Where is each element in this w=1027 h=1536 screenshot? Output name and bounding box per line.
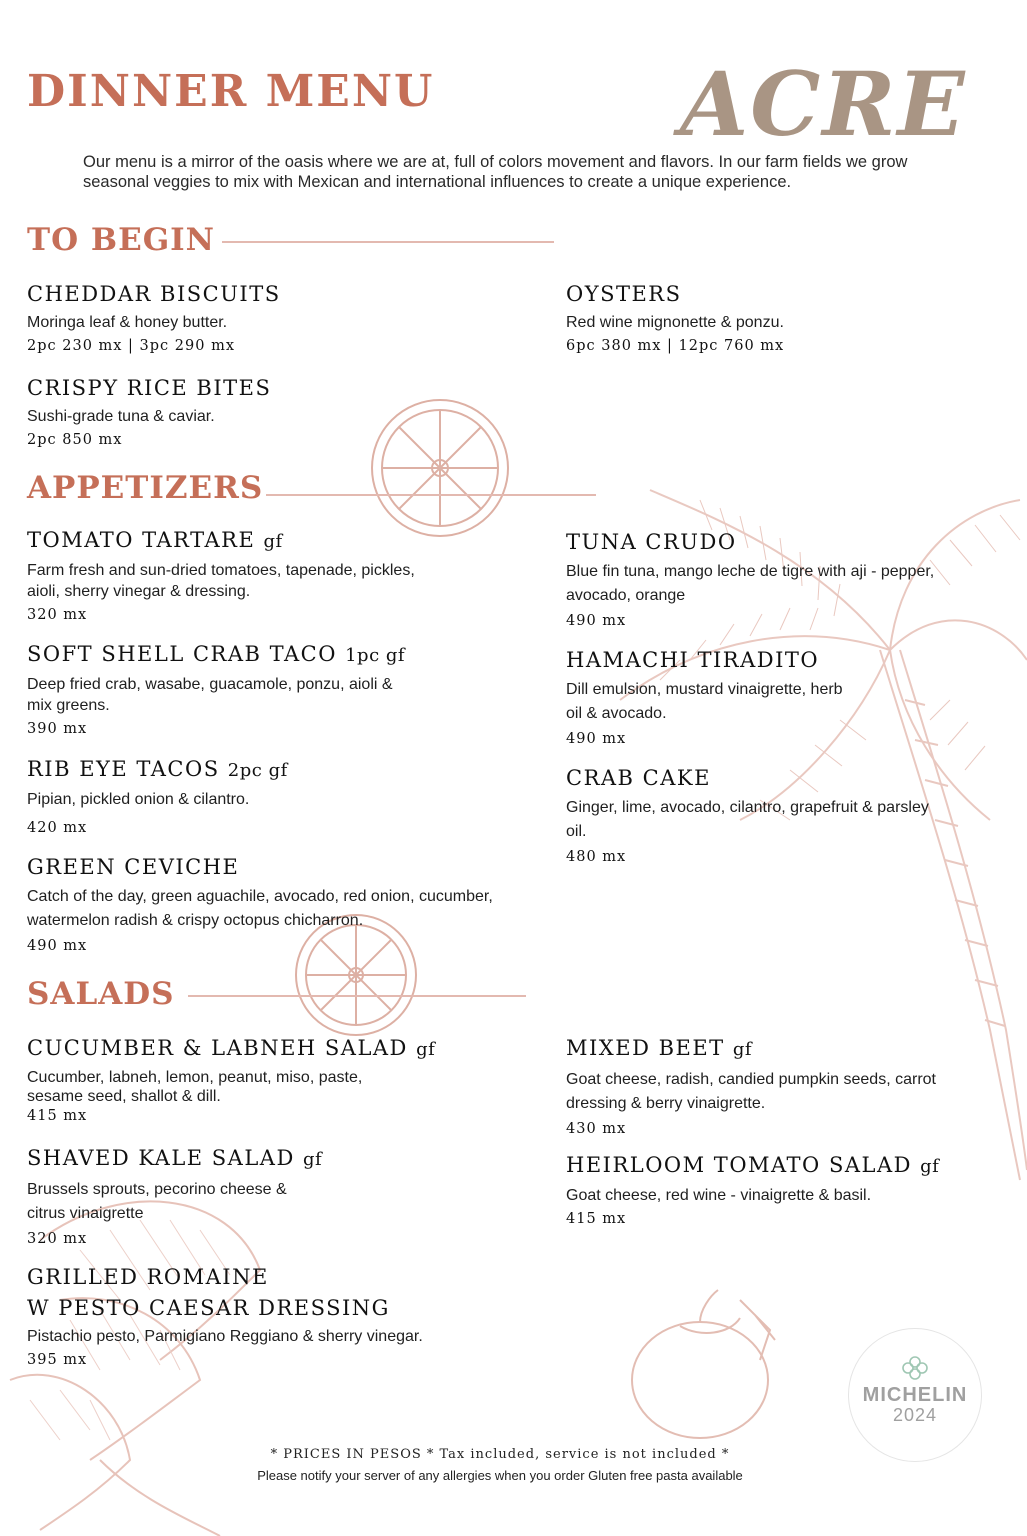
- item-description: Pistachio pesto, Parmigiano Reggiano & sherry vinegar.: [27, 1328, 423, 1345]
- section-title-appetizers: APPETIZERS: [27, 470, 264, 506]
- menu-item: [27, 376, 507, 448]
- menu-item: [566, 530, 946, 629]
- menu-item: [27, 757, 517, 836]
- michelin-year: 2024: [892, 1405, 938, 1425]
- item-price: 490 mx: [566, 613, 627, 629]
- section-divider: [188, 995, 526, 997]
- item-price: 490 mx: [27, 938, 88, 954]
- acre-logo: ACRE: [680, 52, 967, 156]
- item-price: 430 mx: [566, 1121, 627, 1137]
- item-description: Red wine mignonette & ponzu.: [566, 314, 784, 331]
- section-title-salads: SALADS: [27, 976, 175, 1012]
- item-description: Goat cheese, red wine - vinaigrette & basil.: [566, 1187, 872, 1204]
- page-title: DINNER MENU: [27, 66, 435, 117]
- footer-allergy-note: Please notify your server of any allergies when you order Gluten free pasta available: [257, 1468, 743, 1483]
- item-name: CHEDDAR BISCUITS: [27, 282, 281, 306]
- item-name: RIB EYE TACOS 2pc gf: [27, 757, 288, 781]
- item-price: 320 mx: [27, 1231, 88, 1247]
- item-name: HAMACHI TIRADITO: [566, 648, 820, 672]
- item-description: Farm fresh and sun-dried tomatoes, tapenade, pickles, aioli, sherry vinegar & dressing.: [27, 562, 415, 600]
- michelin-badge: [848, 1328, 982, 1462]
- menu-item: [27, 528, 517, 623]
- item-name: CUCUMBER & LABNEH SALAD gf: [27, 1036, 436, 1060]
- menu-item: [27, 1036, 517, 1124]
- section-title-to-begin: TO BEGIN: [27, 222, 216, 258]
- michelin-flower-icon: [901, 1355, 929, 1381]
- item-description: Deep fried crab, wasabe, guacamole, ponzu, aioli & mix greens.: [27, 676, 393, 714]
- item-name: SOFT SHELL CRAB TACO 1pc gf: [27, 642, 406, 666]
- item-name: OYSTERS: [566, 282, 682, 306]
- section-divider: [222, 241, 554, 243]
- item-price: 480 mx: [566, 849, 627, 865]
- menu-item: [27, 1146, 517, 1247]
- item-price: 320 mx: [27, 607, 88, 623]
- menu-item: [566, 1153, 986, 1227]
- section-divider: [266, 494, 596, 496]
- item-price: 2pc 230 mx | 3pc 290 mx: [27, 338, 236, 354]
- menu-item: [566, 282, 966, 354]
- item-name: TUNA CRUDO: [566, 530, 737, 554]
- item-name-line2: W PESTO CAESAR DRESSING: [27, 1296, 390, 1320]
- intro-text: Our menu is a mirror of the oasis where we are at, full of colors movement and flavors. In our farm fields we grow seasonal veggies to mix with Mexican and international influences to create a unique experience.: [83, 153, 908, 191]
- michelin-name: MICHELIN: [862, 1384, 968, 1406]
- item-description: Ginger, lime, avocado, cilantro, grapefruit & parsley oil.: [566, 799, 929, 840]
- item-name: GREEN CEVICHE: [27, 855, 240, 879]
- item-name: CRAB CAKE: [566, 766, 711, 790]
- item-price: 415 mx: [566, 1211, 627, 1227]
- item-price: 395 mx: [27, 1352, 88, 1368]
- item-description: Goat cheese, radish, candied pumpkin seeds, carrot dressing & berry vinaigrette.: [566, 1071, 936, 1112]
- menu-item: [27, 282, 507, 354]
- item-name: CRISPY RICE BITES: [27, 376, 272, 400]
- item-description: Catch of the day, green aguachile, avocado, red onion, cucumber, watermelon radish & crispy octopus chicharron.: [27, 888, 493, 929]
- menu-item: [566, 766, 946, 865]
- item-price: 6pc 380 mx | 12pc 760 mx: [566, 338, 785, 354]
- item-name: MIXED BEET gf: [566, 1036, 753, 1060]
- menu-item: [27, 642, 517, 737]
- item-name: GRILLED ROMAINE: [27, 1265, 269, 1289]
- item-description: Pipian, pickled onion & cilantro.: [27, 791, 250, 808]
- menu-item: [566, 1036, 966, 1137]
- item-name: SHAVED KALE SALAD gf: [27, 1146, 323, 1170]
- item-description: Sushi-grade tuna & caviar.: [27, 408, 215, 425]
- item-description: Cucumber, labneh, lemon, peanut, miso, paste, sesame seed, shallot & dill.: [27, 1069, 363, 1105]
- item-name: TOMATO TARTARE gf: [27, 528, 283, 552]
- item-description: Brussels sprouts, pecorino cheese & citrus vinaigrette: [27, 1181, 287, 1222]
- item-description: Dill emulsion, mustard vinaigrette, herb oil & avocado.: [566, 681, 843, 722]
- item-price: 2pc 850 mx: [27, 432, 123, 448]
- menu-item: [27, 1265, 517, 1368]
- item-name: HEIRLOOM TOMATO SALAD gf: [566, 1153, 940, 1177]
- item-price: 390 mx: [27, 721, 88, 737]
- item-price: 420 mx: [27, 820, 88, 836]
- menu-item: [566, 648, 856, 747]
- item-description: Moringa leaf & honey butter.: [27, 314, 228, 331]
- item-price: 415 mx: [27, 1108, 88, 1124]
- menu-item: [27, 855, 517, 954]
- footer-prices-note: * PRICES IN PESOS * Tax included, service is not included *: [270, 1447, 730, 1462]
- item-price: 490 mx: [566, 731, 627, 747]
- item-description: Blue fin tuna, mango leche de tigre with aji - pepper, avocado, orange: [566, 563, 935, 604]
